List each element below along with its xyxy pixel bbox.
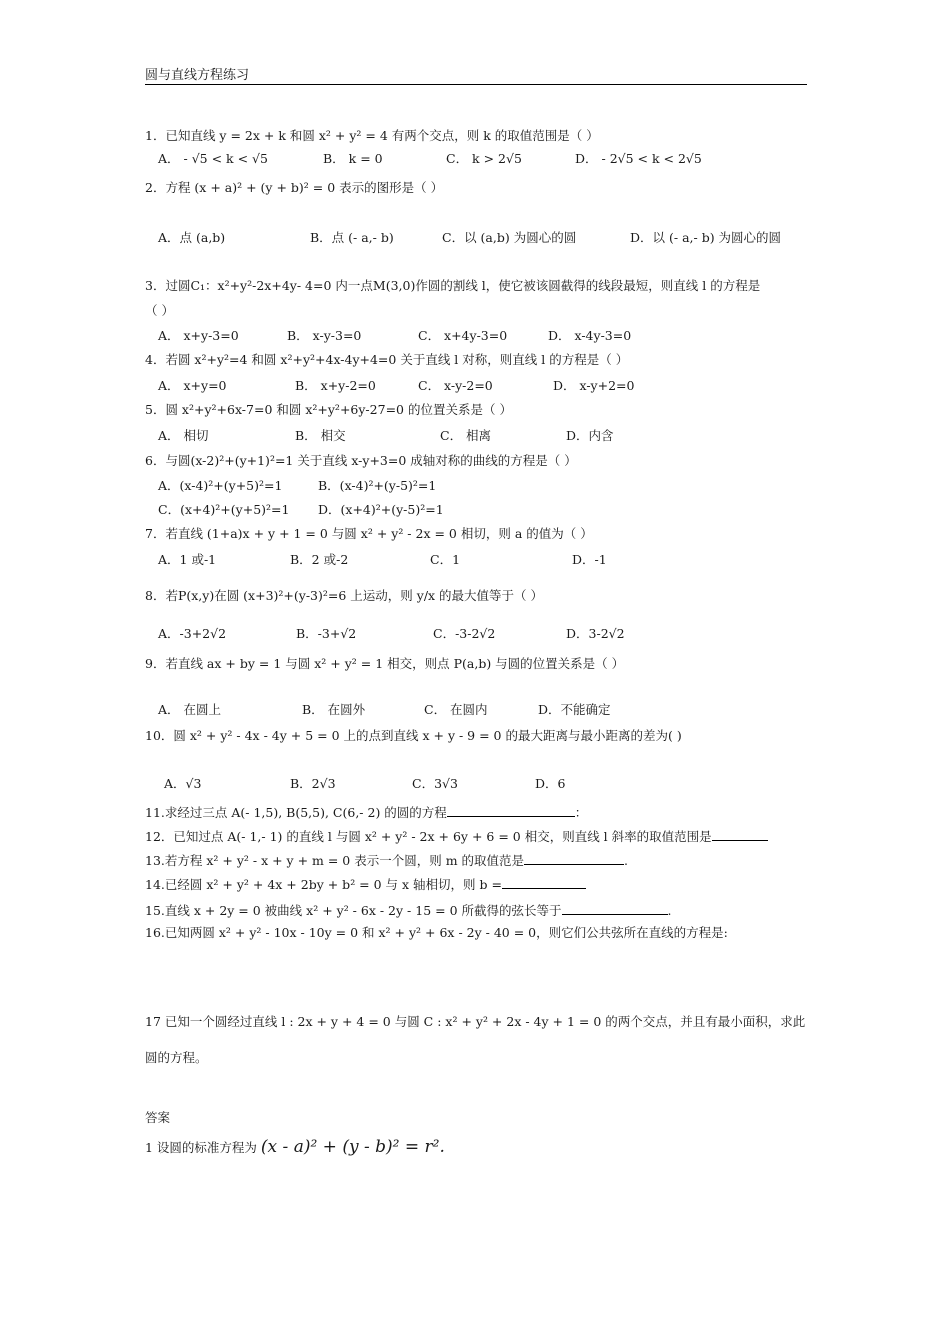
answer-1-label: 1 设圆的标准方程为 [145, 1140, 257, 1155]
q3-option-d: D． x-4y-3=0 [548, 328, 632, 343]
q8-option-b: B．-3+√2 [296, 626, 357, 641]
q5-option-a: A． 相切 [158, 428, 209, 443]
question-4: 4．若圆 x²+y²=4 和圆 x²+y²+4x-4y+4=0 关于直线 l 对称，则直线 l 的方程是（ ） [145, 352, 629, 367]
question-1: 1．已知直线 y = 2x + k 和圆 x² + y² = 4 有两个交点，则 k 的取值范围是（ ） [145, 128, 599, 143]
question-8: 8．若P(x,y)在圆 (x+3)²+(y-3)²=6 上运动，则 y/x 的最大值等于（ ） [145, 588, 544, 603]
q12-answer-blank[interactable] [712, 828, 768, 841]
answer-1 [145, 1139, 445, 1156]
question-15-text: 15.直线 x + 2y = 0 被曲线 x² + y² - 6x - 2y - 15 = 0 所截得的弦长等于 [145, 903, 562, 918]
q5-option-b: B． 相交 [295, 428, 346, 443]
page-header-title: 圆与直线方程练习 [145, 68, 250, 83]
q6-option-b: B．(x-4)²+(y-5)²=1 [318, 478, 437, 493]
q8-option-a: A．-3+2√2 [158, 626, 227, 641]
question-10: 10．圆 x² + y² - 4x - 4y + 5 = 0 上的点到直线 x + y - 9 = 0 的最大距离与最小距离的差为( ) [145, 728, 682, 743]
q15-answer-blank[interactable] [562, 902, 668, 915]
question-2: 2．方程 (x + a)² + (y + b)² = 0 表示的图形是（ ） [145, 180, 444, 195]
question-17-line-1: 17 已知一个圆经过直线 l : 2x + y + 4 = 0 与圆 C : x² + y² + 2x - 4y + 1 = 0 的两个交点，并且有最小面积，求此 [145, 1014, 806, 1029]
question-3-paren: （ ） [145, 303, 174, 318]
answer-1-formula: (x - a)² + (y - b)² = r². [260, 1137, 445, 1157]
q2-option-c: C．以 (a,b) 为圆心的圆 [442, 230, 577, 245]
q3-option-a: A． x+y-3=0 [158, 328, 239, 343]
q11-answer-blank[interactable] [447, 804, 575, 817]
q4-option-d: D． x-y+2=0 [553, 378, 635, 393]
q1-option-c: C． k > 2√5 [446, 151, 522, 166]
q14-answer-blank[interactable] [502, 876, 586, 889]
answers-heading: 答案 [145, 1110, 171, 1125]
question-3: 3．过圆C₁：x²+y²-2x+4y- 4=0 内一点M(3,0)作圆的割线 l，使它被该圆截得的线段最短，则直线 l 的方程是 [145, 278, 761, 293]
q7-option-b: B．2 或-2 [290, 552, 349, 567]
q8-option-d: D．3-2√2 [566, 626, 625, 641]
q2-option-d: D．以 (- a,- b) 为圆心的圆 [630, 230, 782, 245]
question-9: 9．若直线 ax + by = 1 与圆 x² + y² = 1 相交，则点 P(a,b) 与圆的位置关系是（ ） [145, 656, 625, 671]
q9-option-c: C． 在圆内 [424, 702, 488, 717]
question-11-end: ： [574, 805, 588, 820]
q6-option-a: A．(x-4)²+(y+5)²=1 [158, 478, 283, 493]
q2-option-b: B．点 (- a,- b) [310, 230, 394, 245]
q1-option-b: B． k = 0 [323, 151, 383, 166]
q1-option-a: A． - √5 < k < √5 [158, 151, 268, 166]
q9-option-a: A． 在圆上 [158, 702, 222, 717]
question-14 [145, 876, 586, 892]
q3-option-c: C． x+4y-3=0 [418, 328, 508, 343]
question-13-text: 13.若方程 x² + y² - x + y + m = 0 表示一个圆，则 m 的取值范是 [145, 853, 525, 868]
q7-option-d: D．-1 [572, 552, 607, 567]
q9-option-b: B． 在圆外 [302, 702, 366, 717]
q7-option-a: A．1 或-1 [158, 552, 217, 567]
question-11 [145, 804, 587, 820]
question-17-line-2: 圆的方程。 [145, 1050, 208, 1065]
question-11-text: 11.求经过三点 A(- 1,5), B(5,5), C(6,- 2) 的圆的方程 [145, 805, 447, 820]
q1-option-d: D． - 2√5 < k < 2√5 [575, 151, 702, 166]
q4-option-a: A． x+y=0 [158, 378, 227, 393]
question-12 [145, 828, 768, 844]
q6-option-c: C．(x+4)²+(y+5)²=1 [158, 502, 290, 517]
q3-option-b: B． x-y-3=0 [287, 328, 362, 343]
question-13-end: . [624, 853, 629, 868]
question-5: 5．圆 x²+y²+6x-7=0 和圆 x²+y²+6y-27=0 的位置关系是（ ） [145, 402, 512, 417]
q6-option-d: D．(x+4)²+(y-5)²=1 [318, 502, 444, 517]
q8-option-c: C．-3-2√2 [433, 626, 496, 641]
q5-option-d: D．内含 [566, 428, 614, 443]
question-13 [145, 852, 628, 868]
header-divider [145, 84, 807, 85]
q5-option-c: C． 相离 [440, 428, 492, 443]
question-14-text: 14.已经圆 x² + y² + 4x + 2by + b² = 0 与 x 轴相切，则 b = [145, 877, 502, 892]
q10-option-d: D．6 [535, 776, 566, 791]
question-7: 7．若直线 (1+a)x + y + 1 = 0 与圆 x² + y² - 2x = 0 相切，则 a 的值为（ ） [145, 526, 593, 541]
q4-option-b: B． x+y-2=0 [295, 378, 376, 393]
question-12-text: 12．已知过点 A(- 1,- 1) 的直线 l 与圆 x² + y² - 2x + 6y + 6 = 0 相交，则直线 l 斜率的取值范围是 [145, 829, 712, 844]
q10-option-c: C．3√3 [412, 776, 458, 791]
q9-option-d: D．不能确定 [538, 702, 611, 717]
question-16: 16.已知两圆 x² + y² - 10x - 10y = 0 和 x² + y² + 6x - 2y - 40 = 0，则它们公共弦所在直线的方程是: [145, 925, 728, 940]
question-15 [145, 902, 671, 918]
question-6: 6．与圆(x-2)²+(y+1)²=1 关于直线 x-y+3=0 成轴对称的曲线的方程是（ ） [145, 453, 577, 468]
q7-option-c: C．1 [430, 552, 461, 567]
question-15-end: . [667, 903, 672, 918]
q10-option-a: A．√3 [164, 776, 202, 791]
q4-option-c: C． x-y-2=0 [418, 378, 493, 393]
q13-answer-blank[interactable] [524, 852, 624, 865]
q2-option-a: A．点 (a,b) [158, 230, 226, 245]
q10-option-b: B．2√3 [290, 776, 336, 791]
